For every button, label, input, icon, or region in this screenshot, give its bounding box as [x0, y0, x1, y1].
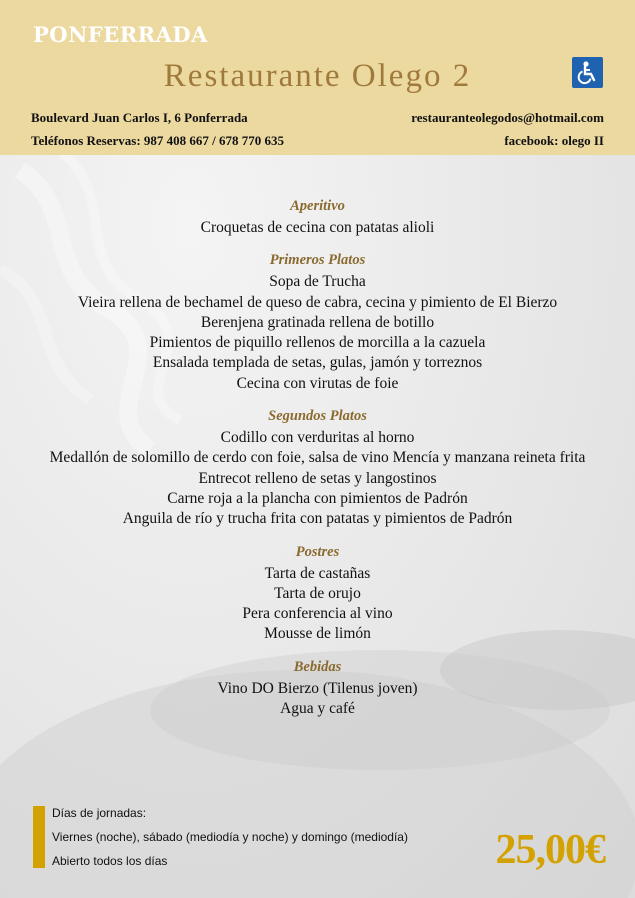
- wheelchair-icon: [572, 57, 603, 88]
- menu-item: Pera conferencia al vino: [242, 605, 393, 623]
- section-title: Bebidas: [293, 658, 342, 675]
- city-name: PONFERRADA: [33, 22, 208, 47]
- schedule-days: Viernes (noche), sábado (mediodía y noche) y domingo (mediodía): [52, 830, 408, 844]
- menu-item: Berenjena gratinada rellena de botillo: [200, 313, 435, 331]
- footer-accent-bar: [33, 806, 45, 868]
- menu-item: Entrecot relleno de setas y langostinos: [198, 469, 437, 487]
- menu-item: Tarta de castañas: [264, 564, 371, 582]
- menu-item: Croquetas de cecina con patatas alioli: [200, 219, 435, 236]
- menu-section: [0, 658, 635, 720]
- section-title: Primeros Platos: [269, 252, 366, 269]
- menu-item: Mousse de limón: [264, 625, 371, 643]
- menu-section: [0, 407, 635, 529]
- email-link[interactable]: restauranteolegodos@hotmail.com: [411, 110, 604, 125]
- menu-item: Medallón de solomillo de cerdo con foie, salsa de vino Mencía y manzana reineta frita: [49, 449, 586, 467]
- menu-item: Ensalada templada de setas, gulas, jamón y torreznos: [152, 354, 483, 372]
- facebook-link[interactable]: facebook: olego II: [504, 133, 604, 148]
- section-title: Postres: [295, 543, 340, 560]
- menu-item: Vino DO Bierzo (Tilenus joven): [217, 679, 418, 697]
- menu-section: [0, 543, 635, 645]
- menu-item: Pimientos de piquillo rellenos de morcilla a la cazuela: [149, 334, 486, 352]
- menu-section: [0, 197, 635, 238]
- restaurant-name: Restaurante Olego 2: [163, 58, 472, 94]
- menu-item: Carne roja a la plancha con pimientos de Padrón: [167, 489, 468, 507]
- opening-note: Abierto todos los días: [52, 854, 168, 868]
- section-title: Aperitivo: [290, 198, 345, 214]
- menu-item: Codillo con verduritas al horno: [220, 429, 415, 447]
- menu-item: Cecina con virutas de foie: [236, 374, 399, 392]
- reservation-phones: Teléfonos Reservas: 987 408 667 / 678 770 635: [31, 133, 285, 148]
- menu-item: Anguila de río y trucha frita con patatas y pimientos de Padrón: [122, 510, 513, 528]
- section-title: Segundos Platos: [268, 408, 367, 425]
- menu-list: [0, 197, 635, 732]
- menu-item: Agua y café: [280, 700, 355, 718]
- menu-item: Sopa de Trucha: [269, 273, 366, 291]
- menu-item: Vieira rellena de bechamel de queso de cabra, cecina y pimiento de El Bierzo: [77, 293, 558, 311]
- menu-section: [0, 251, 635, 394]
- menu-price: 25,00€: [495, 827, 605, 873]
- menu-item: Tarta de orujo: [274, 584, 361, 602]
- schedule-heading: Días de jornadas:: [52, 806, 147, 820]
- header-band: [0, 0, 635, 155]
- address: Boulevard Juan Carlos I, 6 Ponferrada: [31, 110, 248, 125]
